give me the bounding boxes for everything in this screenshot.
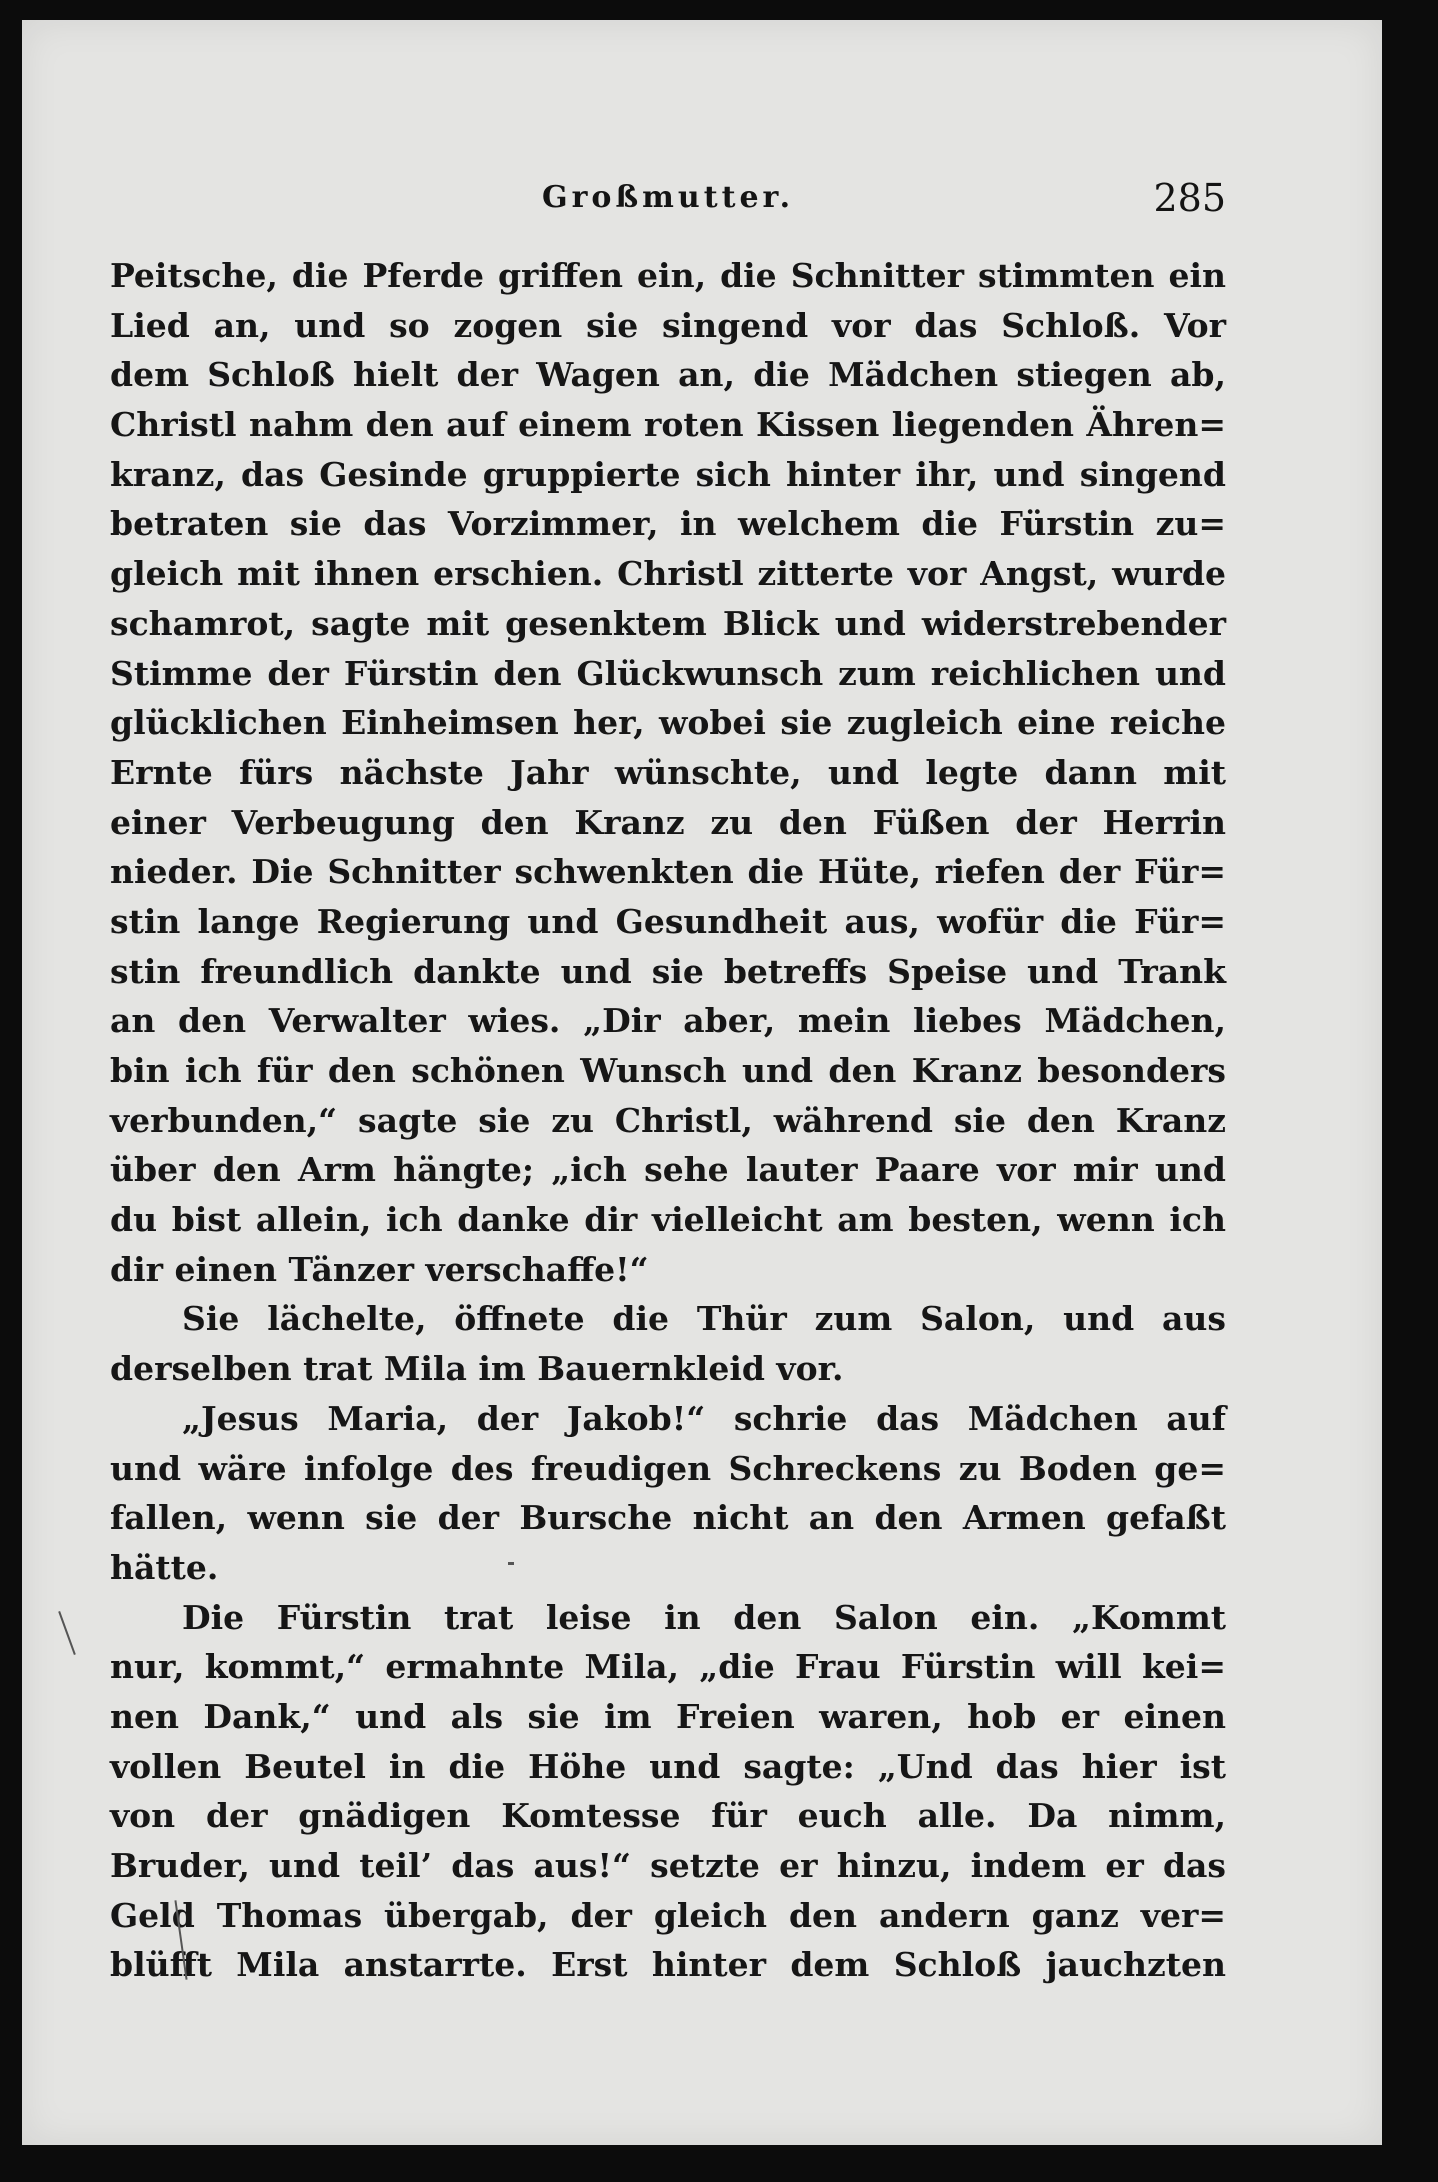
body-text bbox=[110, 251, 1226, 1990]
text-line: Lied an, und so zogen sie singend vor das Schloß. Vor bbox=[110, 305, 1226, 345]
page-number: 285 bbox=[1153, 176, 1226, 220]
text-line: nen Dank,“ und als sie im Freien waren, hob er einen bbox=[110, 1696, 1226, 1736]
text-line: stin lange Regierung und Gesundheit aus, wofür die Für= bbox=[110, 901, 1226, 941]
text-line: und wäre infolge des freudigen Schreckens zu Boden ge= bbox=[110, 1448, 1226, 1488]
text-line: dem Schloß hielt der Wagen an, die Mädchen stiegen ab, bbox=[110, 355, 1226, 395]
scan-artifact bbox=[508, 1562, 514, 1565]
text-line: Die Fürstin trat leise in den Salon ein. „Kommt bbox=[182, 1597, 1226, 1637]
text-line: gleich mit ihnen erschien. Christl zitterte vor Angst, wurde bbox=[110, 554, 1226, 594]
text-line: nieder. Die Schnitter schwenkten die Hüte, riefen der Für= bbox=[110, 852, 1226, 892]
text-line: Bruder, und teil’ das aus!“ setzte er hinzu, indem er das bbox=[110, 1846, 1226, 1885]
text-line: vollen Beutel in die Höhe und sagte: „Und das hier ist bbox=[110, 1746, 1226, 1786]
text-line: betraten sie das Vorzimmer, in welchem die Fürstin zu= bbox=[110, 504, 1226, 544]
text-line: Ernte fürs nächste Jahr wünschte, und legte dann mit bbox=[110, 752, 1226, 792]
text-line: stin freundlich dankte und sie betreffs Speise und Trank bbox=[110, 951, 1226, 991]
text-line: Sie lächelte, öffnete die Thür zum Salon, und aus bbox=[182, 1299, 1226, 1339]
text-line: an den Verwalter wies. „Dir aber, mein liebes Mädchen, bbox=[110, 1001, 1226, 1041]
text-line: blüfft Mila anstarrte. Erst hinter dem Schloß jauchzten bbox=[110, 1945, 1226, 1985]
text-line: dir einen Tänzer verschaffe!“ bbox=[110, 1249, 649, 1289]
text-line: von der gnädigen Komtesse für euch alle. Da nimm, bbox=[110, 1796, 1226, 1836]
book-page bbox=[22, 20, 1382, 2145]
text-line: über den Arm hängte; „ich sehe lauter Paare vor mir und bbox=[110, 1150, 1226, 1190]
text-line: Geld Thomas übergab, der gleich den andern ganz ver= bbox=[110, 1895, 1226, 1935]
text-line: nur, kommt,“ ermahnte Mila, „die Frau Fürstin will kei= bbox=[110, 1647, 1226, 1687]
text-line: Christl nahm den auf einem roten Kissen liegenden Ähren= bbox=[110, 405, 1226, 445]
text-line: schamrot, sagte mit gesenktem Blick und widerstrebender bbox=[110, 603, 1226, 643]
text-line: einer Verbeugung den Kranz zu den Füßen der Herrin bbox=[110, 802, 1226, 842]
text-line: hätte. bbox=[110, 1547, 219, 1587]
text-line: derselben trat Mila im Bauernkleid vor. bbox=[110, 1349, 844, 1389]
text-line: glücklichen Einheimsen her, wobei sie zugleich eine reiche bbox=[110, 703, 1226, 743]
text-line: fallen, wenn sie der Bursche nicht an den Armen gefaßt bbox=[110, 1498, 1226, 1538]
running-head: Großmutter. bbox=[541, 180, 795, 215]
text-line: Peitsche, die Pferde griffen ein, die Schnitter stimmten ein bbox=[110, 256, 1226, 295]
text-line: bin ich für den schönen Wunsch und den Kranz besonders bbox=[110, 1051, 1226, 1090]
text-line: verbunden,“ sagte sie zu Christl, während sie den Kranz bbox=[110, 1100, 1226, 1140]
text-line: Stimme der Fürstin den Glückwunsch zum reichlichen und bbox=[110, 653, 1226, 693]
text-line: kranz, das Gesinde gruppierte sich hinter ihr, und singend bbox=[110, 454, 1226, 494]
text-line: „Jesus Maria, der Jakob!“ schrie das Mädchen auf bbox=[182, 1398, 1226, 1438]
text-line: du bist allein, ich danke dir vielleicht am besten, wenn ich bbox=[110, 1200, 1226, 1240]
page-header bbox=[110, 176, 1226, 230]
